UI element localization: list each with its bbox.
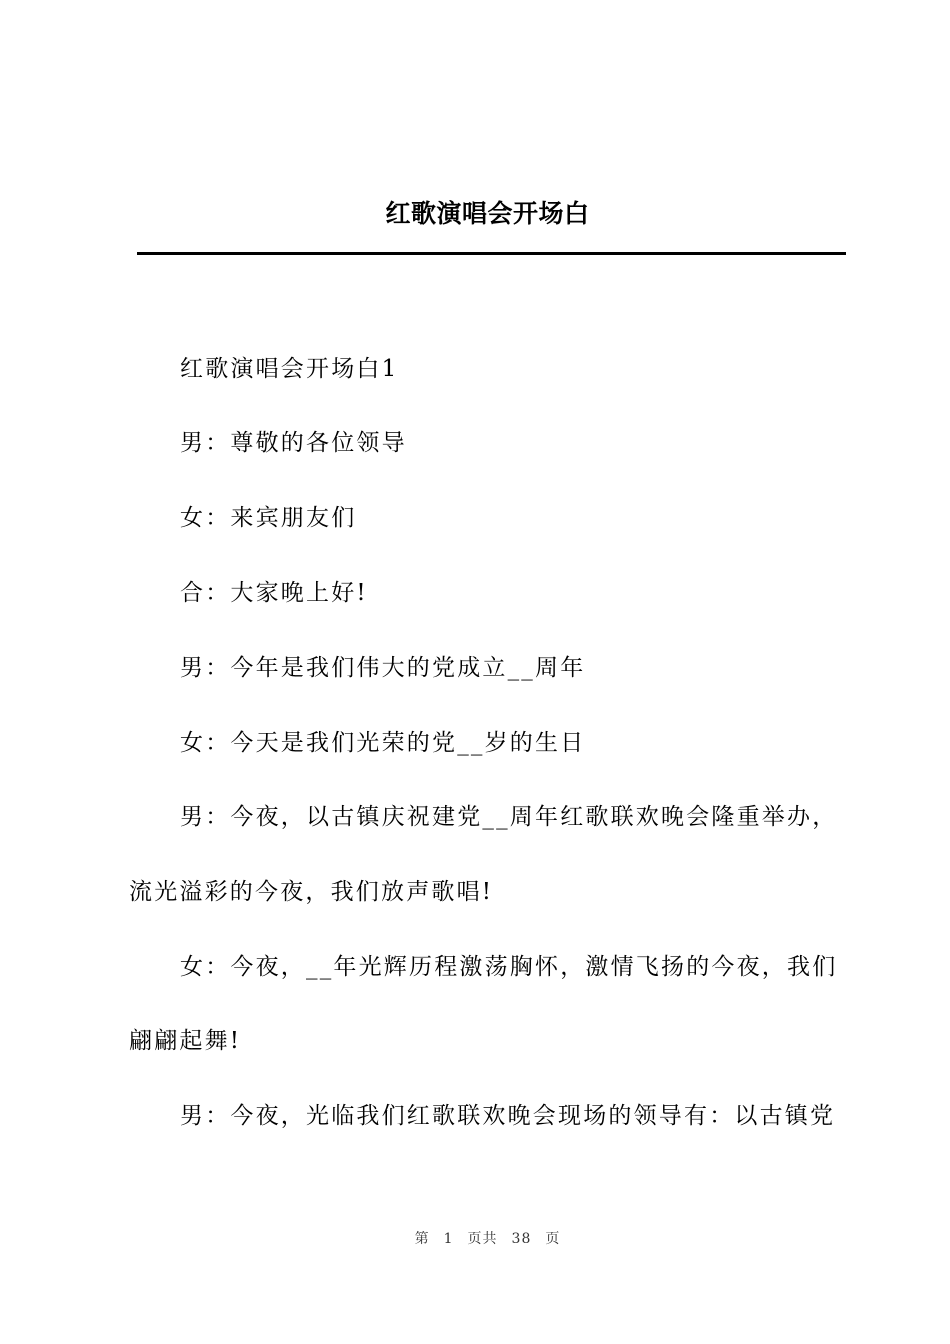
document-title: 红歌演唱会开场白 <box>385 199 590 228</box>
paragraph-line: 合：大家晚上好! <box>180 580 368 606</box>
paragraph-line: 女：今夜，__年光辉历程激荡胸怀，激情飞扬的今夜，我们 <box>180 954 838 980</box>
paragraph-line: 男：今夜，光临我们红歌联欢晚会现场的领导有：以古镇党 <box>180 1103 836 1129</box>
paragraph-line: 男：尊敬的各位领导 <box>180 430 407 456</box>
paragraph-line: 男：今年是我们伟大的党成立__周年 <box>180 655 586 681</box>
total-page-count: 38 <box>511 1231 532 1247</box>
paragraph-line: 男：今夜，以古镇庆祝建党__周年红歌联欢晚会隆重举办， <box>180 804 838 830</box>
paragraph-line-continued: 翩翩起舞! <box>129 1028 242 1054</box>
current-page-number: 1 <box>443 1231 454 1247</box>
title-underline <box>137 252 846 255</box>
paragraph-line: 女：来宾朋友们 <box>180 505 357 531</box>
footer-word-total: 页共 <box>467 1231 498 1247</box>
footer-word-end: 页 <box>545 1231 561 1247</box>
page-footer <box>0 1228 950 1250</box>
paragraph-line-continued: 流光溢彩的今夜，我们放声歌唱! <box>129 879 494 905</box>
subtitle: 红歌演唱会开场白1 <box>180 356 399 382</box>
paragraph-line: 女：今天是我们光荣的党__岁的生日 <box>180 730 586 756</box>
footer-word-page: 第 <box>414 1231 430 1247</box>
